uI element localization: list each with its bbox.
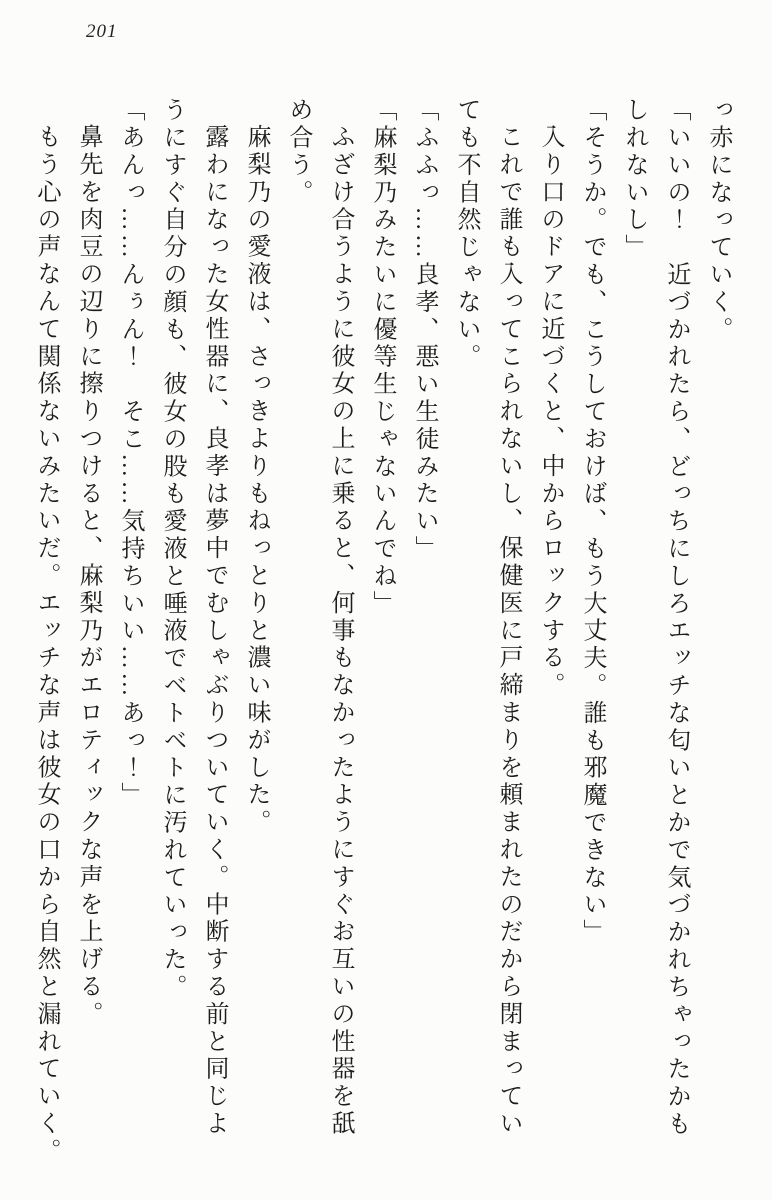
text-line: うにすぐ自分の顔も、彼女の股も愛液と唾液でベトベトに汚れていった。: [159, 97, 185, 1002]
text-line: ても不自然じゃない。: [453, 97, 479, 371]
text-line: 「麻梨乃みたいに優等生じゃないんでね」: [369, 97, 395, 618]
text-line: 「あんっ……んぅん！ そこ……気持ちいい……あっ！」: [117, 97, 143, 810]
page-number: 201: [86, 21, 118, 42]
text-line: 「ふふっ……良孝、悪い生徒みたい」: [411, 97, 437, 563]
text-line: 入り口のドアに近づくと、中からロックする。: [537, 124, 563, 700]
text-line: 麻梨乃の愛液は、さっきよりもねっとりと濃い味がした。: [243, 124, 269, 837]
text-line: 「そうか。でも、こうしておけば、もう大丈夫。誰も邪魔できない」: [579, 97, 605, 947]
text-line: っ赤になっていく。: [705, 97, 731, 344]
text-line: もう心の声なんて関係ないみたいだ。エッチな声は彼女の口から自然と漏れていく。: [33, 124, 59, 1166]
text-line: め合う。: [285, 97, 311, 207]
text-line: しれないし」: [621, 97, 647, 262]
text-line: ふざけ合うように彼女の上に乗ると、何事もなかったようにすぐお互いの性器を舐: [327, 124, 353, 1138]
text-line: 露わになった女性器に、良孝は夢中でむしゃぶりついていく。中断する前と同じよ: [201, 124, 227, 1138]
text-line: 「いいの！ 近づかれたら、どっちにしろエッチな匂いとかで気づかれちゃったかも: [663, 97, 689, 1139]
vertical-text-block: [25, 97, 739, 1177]
text-line: これで誰も入ってこられないし、保健医に戸締まりを頼まれたのだから閉まってい: [495, 124, 521, 1138]
text-line: 鼻先を肉豆の辺りに擦りつけると、麻梨乃がエロティックな声を上げる。: [75, 124, 101, 1029]
